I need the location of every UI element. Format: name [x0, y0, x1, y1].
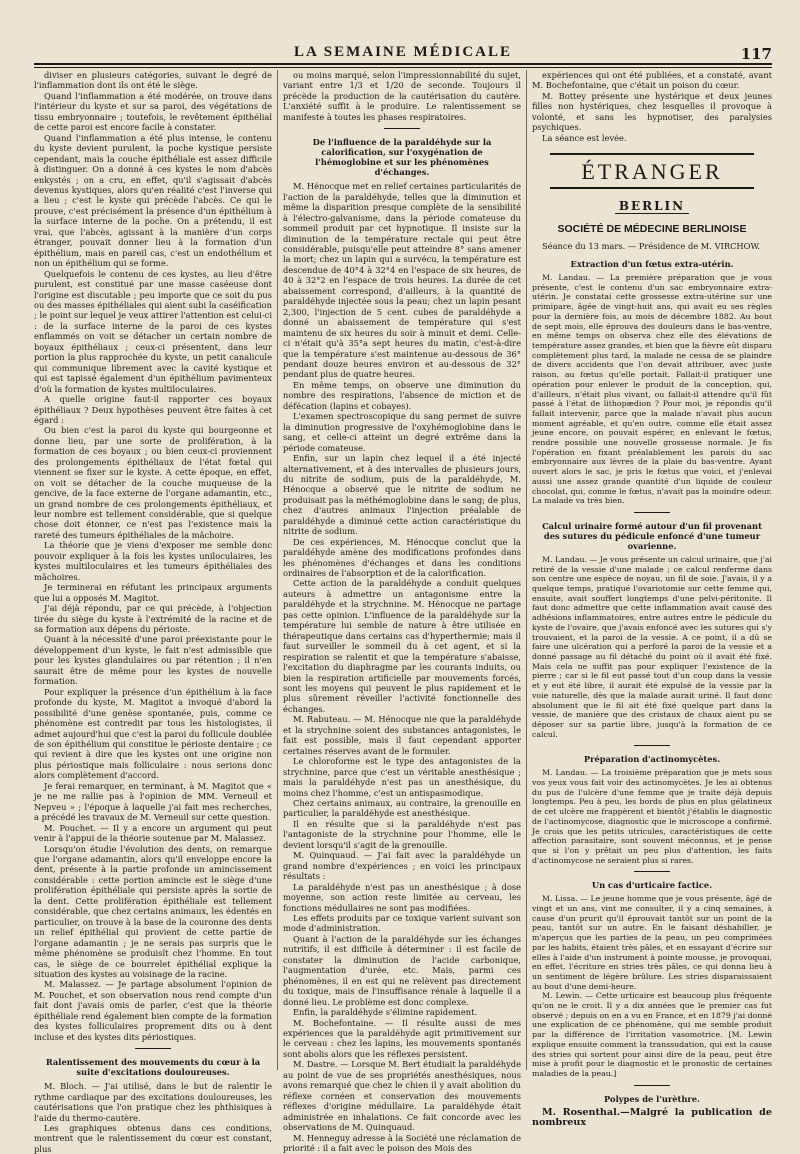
paragraph: M. Henneguy adresse à la Société une réclamation de priorité : il a fait avec le poison des Mois des — [283, 1132, 521, 1153]
paragraph: M. Lewin. — Cette urticaire est beaucoup plus fréquente qu'on ne le croit. Il y a dix années que le premier cas fut observé ; depuis on en a vu en France, et en 1879 j'ai donné une explication de ce phénomène, qui me semble produit par la différence de l'irritation vasomotrice. [M. Lewin explique ensuite comment la transsudation, qui est la cause des stries qui sortent pour ainsi dire de la peau, peut être mise à profit pour le diagnostic et le pronostic de certaines maladies de la peau.] — [532, 991, 772, 1078]
paragraph: M. Lissa. — Le jeune homme que je vous présente, âgé de vingt et un ans, vint me consulter, il y a cinq semaines, à cause d'un prurit qu'il éprouvait tantôt sur un point de la peau, tantôt sur un autre. En le faisant déshabiller, je m'aperçus que les parties de la peau, un peu comprimées par les habits, étaient très pâles, et en essayant d'écrire sur elles à l'aide d'un instrument à pointe mousse, je provoquai, en effet, l'écriture en stries très pâles, ce qui donna lieu à un sentiment de légère brûlure. Les stries disparaissaient au bout d'une demi-heure. — [532, 894, 772, 991]
column-2-text — [283, 181, 521, 1153]
paragraph: Le chloroforme est le type des antagonistes de la strychnine, parce que c'est un véritable anesthésique ; mais la paraldéhyde n'est pas un anesthésique, du moins chez l'homme, c'est un antispasmodique. — [283, 756, 521, 798]
paragraph: M. Landau. — La première préparation que je vous présente, c'est le contenu d'un sac embryonnaire extra-utérin. Je constatai cette grossesse extra-utérine sur une primipare, âgée de vingt-huit ans, qui avait eu ses règles pour la dernière fois, au mois de décembre 1882. Au bout de sept mois, elle éprouva des douleurs dans le bas-ventre, en même temps on observa chez elle des élévations de température assez grandes, et bien que la fièvre eût disparu complètement plus tard, la malade ne cessa de se plaindre de divers accidents que l'on devait attribuer, avec juste raison, au fœtus qu'elle portait. Fallait-il pratiquer une opération pour enlever le produit de la conception, qui, d'ailleurs, n'était plus vivant, ou fallait-il attendre qu'il fût passé à l'état de lithopædion ? Pour moi, je répondis qu'il fallait intervenir, parce que la malade n'avait plus aucun moment agréable, et qu'en outre, comme elle était assez jeune encore, on pouvait espérer, en enlevant le fœtus, rendre possible une nouvelle grossesse normale. Je fis l'opération en fixant préalablement les parois du sac embryonnaire aux lèvres de la plaie du bas-ventre. Ayant ouvert alors le sac, je pris le fœtus que voici, et j'enlevai aussi une assez grande quantité d'un liquide de couleur chocolat, qui, comme le fœtus, n'avait pas la moindre odeur. La malade va très bien. — [532, 273, 772, 506]
paragraph: La paraldéhyde n'est pas un anesthésique ; à dose moyenne, son action reste limitée au cerveau, les fonctions médullaires ne sont pas modifiées. — [283, 881, 521, 913]
column-3-intro — [532, 70, 772, 143]
paragraph: Enfin, la paraldéhyde s'élimine rapidement. — [293, 1007, 478, 1018]
paragraph: diviser en plusieurs catégories, suivant le degré de l'inflammation dont ils ont été le siège. — [34, 70, 272, 91]
paragraph: A quelle origine faut-il rapporter ces boyaux épithéliaux ? Deux hypothèses peuvent être faites à cet égard : — [34, 394, 272, 425]
section-heading: Calcul urinaire formé autour d'un fil provenant des sutures du pédicule enfoncé d'une tumeur ovarienne. — [542, 520, 762, 551]
seance-line: Séance du 13 mars. — Présidence de M. VIRCHOW. — [542, 240, 761, 251]
paragraph: M. Landau. — La troisième préparation que je mets sous vos yeux vous fait voir des actinomycètes. Je les ai obtenus du pus de l'ulcère d'une femme que je traite déjà depuis longtemps. Peu à peu, les bords de plus en plus gélatineux de cet ulcère me frappèrent et bientôt j'établis le diagnostic de l'actinomycose, diagnostic que le microscope a confirmé. Je crois que les petits utricules, caractéristiques de cette affection parasitaire, sont souvent méconnus, et je pense que si l'on y prêtait un peu plus d'attention, les faits d'actinomycose ne seraient plus si rares. — [532, 768, 772, 865]
column-1 — [34, 70, 272, 1154]
paragraph: Il en résulte que si la paraldéhyde n'est pas l'antagoniste de la strychnine pour l'homme, elle le devient lorsqu'il s'agit de la grenouille. — [283, 818, 521, 850]
last-line: M. Rosenthal.—Malgré la publication de nombreux — [532, 1106, 772, 1129]
paragraph: L'examen spectroscopique du sang permet de suivre la diminution progressive de l'oxyhémoglobine dans le sang, et celle-ci atteint un degré extrême dans la période comateuse. — [283, 411, 521, 453]
paragraph: M. Quinquaud. — J'ai fait avec la paraldéhyde un grand nombre d'expériences ; en voici les principaux résultats : — [283, 850, 521, 882]
column-3-sections — [532, 259, 772, 1104]
page-number: 117 — [740, 45, 772, 63]
section-heading: Ralentissement des mouvements du cœur à la suite d'excitations douloureuses. — [45, 1057, 261, 1078]
column-1-text — [34, 70, 272, 1042]
paragraph: De ces expériences, M. Hénocque conclut que la paraldéhyde amène des modifications profondes dans les phénomènes d'échanges et dans les conditions ordinaires de l'absorption et de la calorification. — [283, 536, 521, 579]
paragraph: Quelquefois le contenu de ces kystes, au lieu d'être purulent, est constitué par une masse caséeuse dont l'origine est discutable ; peu importe que ce soit du pus ou des masses épithéliales qui aient subi la caséification ; le point sur lequel je veux attirer l'attention est celui-ci : de la surface interne de la paroi de ces kystes enflammés on voit se détacher un certain nombre de boyaux épithéliaux ; ceux-ci présentent, dans leur portion la plus rapprochée du kyste, un petit canalicule qui communique librement avec la cavité kystique et qui est tapissé également d'un épithélium pavimenteux d'où la formation de kystes multiloculaires. — [34, 268, 272, 394]
paragraph: Chez certains animaux, au contraire, la grenouille en particulier, la paraldéhyde est anesthésique. — [283, 798, 521, 819]
paragraph: La séance est levée. — [542, 132, 627, 143]
paragraph: Pour expliquer la présence d'un épithélium à la face profonde du kyste, M. Magitot a invoqué d'abord la possibilité d'une genèse spontanée, puis, comme ce phénomène est contredit par tous les histologistes, il admet aujourd'hui que c'est la paroi du follicule doublée de son épithélium qui constitue le périoste dentaire ; ce qui revient à dire que les kystes ont une origine non plus périostique mais folliculaire : nous serions donc alors complètement d'accord. — [34, 686, 272, 781]
paragraph: M. Landau. — Je vous présente un calcul urinaire, que j'ai retiré de la vessie d'une malade ; ce calcul renferme dans son centre une espèce de noyau, un fil de soie. J'avais, il y a quelque temps, pratiqué l'ovariotomie sur cette femme qui, ensuite, avait souffert longtemps d'une pelvi-péritonite. Il faut donc admettre que cette inflammation avait causé des adhésions inflammatoires, entre autres entre le pédicule du kyste de l'ovaire, que j'avais enfoncé avec les sutures qui s'y trouvaient, et la paroi de la vessie. A ce point, il a dû se faire une ulcération qui a perforé la paroi de la vessie et a donné passage au fil détaché du point où il avait été fixé. Mais cela ne suffit pas pour expliquer l'existence de la pierre ; car si le fil eut passé tout d'un coup dans la vessie et y eut été libre, il aurait été expulsé de la vessie par la voie naturelle, dès que la malade aurait uriné. Il faut donc absolument que le fil ait été fixé quelque part dans la vessie, de manière que des cristaux de chaux aient pu se déposer sur sa partie libre, jusqu'à la formation de ce calcul. — [532, 554, 772, 739]
paragraph: Les graphiques obtenus dans ces conditions, montrent que le ralentissement du cœur est constant, plus — [34, 1122, 272, 1154]
city-heading: BERLIN — [615, 199, 689, 214]
header-rule-thin — [34, 67, 772, 68]
section-rule — [634, 745, 670, 746]
paragraph: En même temps, on observe une diminution du nombre des respirations, l'absence de miction et de défécation (lapins et cobayes). — [283, 379, 521, 411]
paragraph: Lorsqu'on étudie l'évolution des dents, on remarque que l'organe adamantin, alors qu'il enveloppe encore la dent, présente à la partie profonde un amincissement considérable : cette portion amincie est le siège d'une prolifération épithéliale qui persiste après la sortie de la dent. Cette prolifération épithéliale est tellement considérable, que chez certains animaux, les édentés en particulier, on trouve à la base de la couronne des dents un relief épithélial qui provient de cette partie de l'organe adamantin ; je ne serais pas surpris que le même phénomène se produisît chez l'homme. En tout cas, le siège de ce bourrelet épithélial explique la situation des kystes au voisinage de la racine. — [34, 843, 272, 979]
paragraph: M. Bochefontaine. — Il résulte aussi de mes expériences que la paraldéhyde agit primitivement sur le cerveau : chez les lapins, les mouvements spontanés sont abolis alors que les réflexes persistent. — [283, 1017, 521, 1059]
society-heading: SOCIÉTÉ DE MÉDECINE BERLINOISE — [557, 223, 747, 236]
column-divider — [526, 70, 527, 1070]
paragraph: Je ferai remarquer, en terminant, à M. Magitot que « je ne me rallie pas à l'opinion de MM. Verneuil et Nepveu » ; l'époque à laquelle j'ai fait mes recherches, a précédé les travaux de M. Verneuil sur cette question. — [34, 780, 272, 823]
section-heading: Un cas d'urticaire factice. — [591, 880, 713, 891]
etranger-heading: ÉTRANGER — [550, 153, 754, 189]
paragraph: Je terminerai en réfutant les principaux arguments que lui a opposés M. Magitot. — [34, 582, 272, 603]
paragraph: Quant à la nécessité d'une paroi préexistante pour le développement d'un kyste, le fait n'est admissible que pour les kystes glandulaires ou par rétention ; il n'en saurait être de même pour les kystes de nouvelle formation. — [34, 634, 272, 687]
section-rule — [634, 871, 670, 872]
paragraph: ou moins marqué, selon l'impressionnabilité du sujet, variant entre 1/3 et 1/20 de seconde. Toujours il précède la production de la cautérisation du cautère. L'anxiété suffit à le produire. Le ralentissement se manifeste à toutes les phases respiratoires. — [283, 70, 521, 122]
paragraph: Enfin, sur un lapin chez lequel il a été injecté alternativement, et à des intervalles de plusieurs jours, du nitrite de sodium, puis de la paraldéhyde, M. Hénocque a observé que le nitrite de sodium ne produisait pas la méthémoglobine dans le sang; de plus, chez d'autres animaux l'injection préalable de paraldéhyde a diminué cette action caractéristique du nitrite de sodium. — [283, 453, 521, 537]
paragraph: Quant à l'action de la paraldéhyde sur les échanges nutritifs, il est difficile à déterminer : il est facile de constater la diminution de l'acide carbonique, l'augmentation d'urée, etc. Mais, parmi ces phénomènes, il en est qui ne relèvent pas directement du toxique, mais de l'insuffisance rénale à laquelle il a donné lieu. Le problème est donc complexe. — [283, 933, 521, 1007]
paragraph: expériences qui ont été publiées, et a constaté, avant M. Bochefontaine, que c'était un poison du cœur. — [532, 70, 772, 91]
section-rule — [634, 512, 670, 513]
column-2 — [283, 70, 521, 1153]
paragraph: M. Rabuteau. — M. Hénocque nie que la paraldéhyde et la strychnine soient des substances antagonistes, le fait est possible, mais il faut cependant apporter certaines réserves avant de le formuler. — [283, 714, 521, 756]
paragraph: J'ai déjà répondu, par ce qui précède, à l'objection tirée du siège du kyste à l'extrémité de la racine et de sa formation aux dépens du périoste. — [34, 603, 272, 635]
paragraph: Quand l'inflammation a été plus intense, le contenu du kyste devient purulent, la poche kystique persiste cependant, mais la couche épithéliale est assez difficile à distinguer. On a donné à ces kystes le nom d'abcès enkystés ; on a cru, en effet, qu'il s'agissait d'abcès devenus kystiques, alors qu'en réalité c'est l'inverse qui a lieu ; c'est le kyste qui précède l'abcès. Ce qui le prouve, c'est précisément la présence d'un épithélium à la surface interne de la poche. On a prétendu, il est vrai, que l'abcès, agissant à la manière d'un corps étranger, pouvait donner lieu à la formation d'un épithélium, mais en pareil cas, c'est un endothélium et non un épithélium qui se forme. — [34, 132, 272, 269]
paragraph: M. Pouchet. — Il y a encore un argument qui peut venir à l'appui de la théorie soutenue par M. Malassez. — [34, 822, 272, 844]
column-divider — [277, 70, 278, 1070]
paragraph: M. Bloch. — J'ai utilisé, dans le but de ralentir le rythme cardiaque par des excitations douloureuses, les cautérisations que l'on pratique chez les phthisiques à l'aide du thermo-cautère. — [34, 1081, 272, 1123]
journal-title: LA SEMAINE MÉDICALE — [293, 43, 513, 60]
section-heading: Polypes de l'urèthre. — [604, 1093, 700, 1104]
paragraph: M. Dastre. — Lorsque M. Bert étudiait la paraldéhyde au point de vue de ses propriétés anesthésiques, nous avons remarqué que chez le chien il y avait abolition du réflexe cornéen et conservation des mouvements réflexes d'origine médullaire. La paraldéhyde était administrée en inhalations. Ce fait concorde avec les observations de M. Quinquaud. — [283, 1059, 521, 1133]
paragraph: Quand l'inflammation a été modérée, on trouve dans l'intérieur du kyste et sur sa paroi, des végétations de tissu embryonnaire ; toutefois, le revêtement épithélial de cette paroi est encore facile à constater. — [34, 90, 272, 133]
header-rule — [34, 63, 772, 65]
section-rule — [634, 1085, 670, 1086]
column-3 — [532, 70, 772, 1129]
section-heading: Extraction d'un fœtus extra-utérin. — [570, 259, 734, 270]
paragraph: Cette action de la paraldéhyde a conduit quelques auteurs à admettre un antagonisme entre la paraldéhyde et la strychnine. M. Hénocque ne partage pas cette opinion. L'influence de la paraldéhyde sur la température lui semble de nature à être utilisée en thérapeutique dans certains cas d'hyperthermie; mais il faut surveiller le sommeil du à cet agent, et si la respiration se ralentit et que la température s'abaisse, l'excitation du diaphragme par les courants induits, ou bien la respiration artificielle par mouvements forcés, sont les moyens qui peuvent le plus rapidement et le plus sûrement réveiller l'activité fonctionnelle des échanges. — [283, 578, 521, 714]
paragraph: M. Malassez. — Je partage absolument l'opinion de M. Pouchet, et son observation nous rend compte d'un fait dont j'avais omis de parler, c'est que la théorie épithéliale rend également bien compte de la formation des kystes folliculaires proprement dits ou à dent incluse et des kystes dits périostiques. — [34, 979, 272, 1042]
section-heading: De l'influence de la paraldéhyde sur la calorification, sur l'oxygénation de l'hémoglobine et sur les phénomènes d'échanges. — [312, 137, 492, 178]
paragraph: Les effets produits par ce toxique varient suivant son mode d'administration. — [283, 912, 521, 934]
paragraph: M. Bottey présente une hystérique et deux jeunes filles non hystériques, chez lesquelles il provoque à volonté, et sans les hypnotiser, des paralysies psychiques. — [532, 90, 772, 133]
section-text — [34, 1081, 272, 1154]
section-rule — [135, 1048, 171, 1049]
paragraph: M. Hénocque met en relief certaines particularités de l'action de la paraldéhyde, telles que la diminution et même la disparition presque complète de la sensibilité à l'électro-galvanisme, dans la période comateuse du sommeil produit par cet hypnotique. Il insiste sur la diminution de la température rectale qui peut être considérable, puisqu'elle peut atteindre 8° sans amener la mort; chez un lapin qui a survécu, la température est descendue de 40°4 à 32°4 en l'espace de six heures, de 40 à 32°2 en l'espace de trois heures. La durée de cet abaissement correspond, d'ailleurs, à la quantité de paraldéhyde injectée sous la peau; chez un lapin pesant 2,300, l'injection de 5 cent. cubes de paraldéhyde a donné un abaissement de température qui s'est maintenu de six heures du soir à minuit et demi. Celle-ci n'était qu'à 35°a sept heures du matin, c'est-à-dire que la température s'est maintenue au-dessous de 36° pendant douze heures environ et au-dessous de 32° pendant plus de quatre heures. — [283, 181, 521, 380]
page-header — [34, 40, 772, 64]
paragraph: Ou bien c'est la paroi du kyste qui bourgeonne et donne lieu, par une sorte de prolifération, à la formation de ces boyaux ; ou bien ceux-ci proviennent des prolongements épithéliaux de l'état fœtal qui viennent se fixer sur le kyste. A cette époque, en effet, on voit se détacher de la couche muqueuse de la gencive, de la face externe de l'organe adamantin, etc., un grand nombre de ces prolongements épithéliaux, et leur nombre est tellement considérable, que si quelque chose doit étonner, ce n'est pas l'existence mais la rareté des tumeurs épithéliales de la mâchoire. — [34, 425, 272, 540]
section-rule — [384, 128, 420, 129]
paragraph: La théorie que je viens d'exposer me semble donc pouvoir expliquer à la fois les kystes uniloculaires, les kystes multiloculaires et les tumeurs épithéliales des mâchoires. — [34, 540, 272, 582]
section-heading: Préparation d'actinomycètes. — [583, 754, 721, 765]
